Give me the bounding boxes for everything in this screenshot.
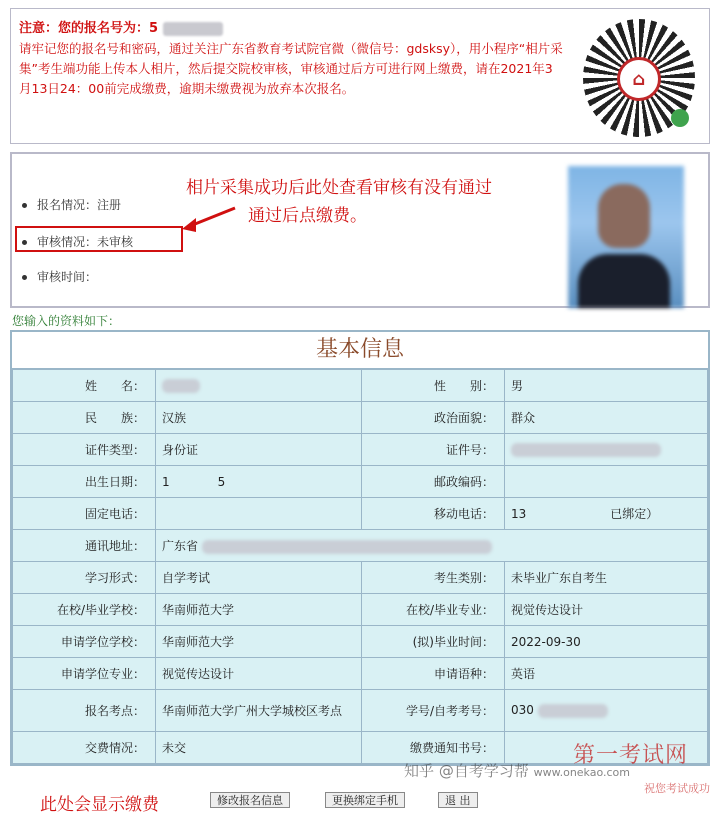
postal-code-value <box>505 466 708 498</box>
basic-info-title: 基本信息 <box>12 332 708 369</box>
graduation-date-value: 2022-09-30 <box>505 626 708 658</box>
table-row <box>13 626 708 658</box>
zhihu-watermark: 知乎 @自考学习帮 www.onekao.com <box>404 762 630 780</box>
language-value: 英语 <box>505 658 708 690</box>
payment-hint-text: 此处会显示缴费 <box>40 795 159 815</box>
annotation-callout: 相片采集成功后此处查看审核有没有通过 通过后点缴费。 <box>186 178 492 226</box>
candidate-type-label: 考生类别： <box>362 562 505 594</box>
site-watermark: 第一考试网 <box>572 743 688 768</box>
gender-value: 男 <box>505 370 708 402</box>
address-label: 通讯地址： <box>13 530 156 562</box>
political-status-value: 群众 <box>505 402 708 434</box>
candidate-photo <box>568 166 684 308</box>
table-row <box>13 690 708 732</box>
registration-number-notice: 注意：您的报名号为：5 <box>19 17 223 36</box>
graduation-date-label: (拟)毕业时间： <box>362 626 505 658</box>
address-value: 广东省 <box>156 530 708 562</box>
school-label: 在校/毕业学校： <box>13 594 156 626</box>
school-value: 华南师范大学 <box>156 594 362 626</box>
degree-major-value: 视觉传达设计 <box>156 658 362 690</box>
birth-date-label: 出生日期： <box>13 466 156 498</box>
exam-site-label: 报名考点： <box>13 690 156 732</box>
table-row <box>13 466 708 498</box>
postal-code-label: 邮政编码： <box>362 466 505 498</box>
name-value <box>156 370 362 402</box>
mobile-value: 13 已绑定） <box>505 498 708 530</box>
landline-label: 固定电话： <box>13 498 156 530</box>
gender-label: 性 别： <box>362 370 505 402</box>
degree-school-label: 申请学位学校： <box>13 626 156 658</box>
intro-text: 您输入的资料如下： <box>12 314 121 328</box>
ethnicity-value: 汉族 <box>156 402 362 434</box>
review-status-highlight <box>15 226 183 252</box>
birth-date-value: 1 5 <box>156 466 362 498</box>
review-time: 审核时间： <box>22 268 97 285</box>
degree-school-value: 华南师范大学 <box>156 626 362 658</box>
id-type-label: 证件类型： <box>13 434 156 466</box>
table-row <box>13 658 708 690</box>
student-id-label: 学号/自考考号： <box>362 690 505 732</box>
payment-notice-label: 缴费通知书号： <box>362 732 505 764</box>
table-row <box>13 594 708 626</box>
review-status: 审核情况：未审核 <box>22 233 133 250</box>
bullet-icon <box>22 275 27 280</box>
notice-panel <box>10 8 710 144</box>
table-row <box>13 498 708 530</box>
degree-major-label: 申请学位专业： <box>13 658 156 690</box>
name-label: 姓 名： <box>13 370 156 402</box>
slogan-watermark: 祝您考试成功 <box>644 782 710 795</box>
basic-info-table <box>10 330 710 766</box>
table-row <box>13 562 708 594</box>
id-number-value <box>505 434 708 466</box>
exit-button[interactable]: 退 出 <box>438 792 478 808</box>
change-phone-button[interactable]: 更换绑定手机 <box>325 792 405 808</box>
table-row <box>13 370 708 402</box>
major-value: 视觉传达设计 <box>505 594 708 626</box>
notice-text: 请牢记您的报名号和密码，通过关注广东省教育考试院官微（微信号：gdsksy），用小程序“相片采集”考生端功能上传本人相片，然后提交院校审核，审核通过后方可进行网上缴费，请在2021年3月13日24：00前完成缴费，逾期未缴费视为放弃本次报名。 <box>19 41 563 96</box>
landline-value <box>156 498 362 530</box>
wechat-qr-code <box>583 19 695 137</box>
political-status-label: 政治面貌： <box>362 402 505 434</box>
table-row <box>13 530 708 562</box>
payment-status-label: 交费情况： <box>13 732 156 764</box>
study-form-label: 学习形式： <box>13 562 156 594</box>
ethnicity-label: 民 族： <box>13 402 156 434</box>
bullet-icon <box>22 203 27 208</box>
modify-info-button[interactable]: 修改报名信息 <box>210 792 290 808</box>
student-id-value: 030 <box>505 690 708 732</box>
mobile-label: 移动电话： <box>362 498 505 530</box>
exam-institute-logo: ⌂ <box>617 57 661 101</box>
language-label: 申请语种： <box>362 658 505 690</box>
info-grid <box>12 369 708 764</box>
payment-status-value: 未交 <box>156 732 362 764</box>
photo-body <box>578 254 670 308</box>
exam-site-value: 华南师范大学广州大学城校区考点 <box>156 690 362 732</box>
table-row <box>13 402 708 434</box>
study-form-value: 自学考试 <box>156 562 362 594</box>
miniprogram-icon <box>671 109 689 127</box>
table-row <box>13 434 708 466</box>
major-label: 在校/毕业专业： <box>362 594 505 626</box>
candidate-type-value: 未毕业广东自考生 <box>505 562 708 594</box>
id-type-value: 身份证 <box>156 434 362 466</box>
redacted-number <box>163 22 223 36</box>
id-number-label: 证件号： <box>362 434 505 466</box>
photo-face <box>598 184 650 248</box>
registration-status: 报名情况：注册 <box>22 196 121 213</box>
